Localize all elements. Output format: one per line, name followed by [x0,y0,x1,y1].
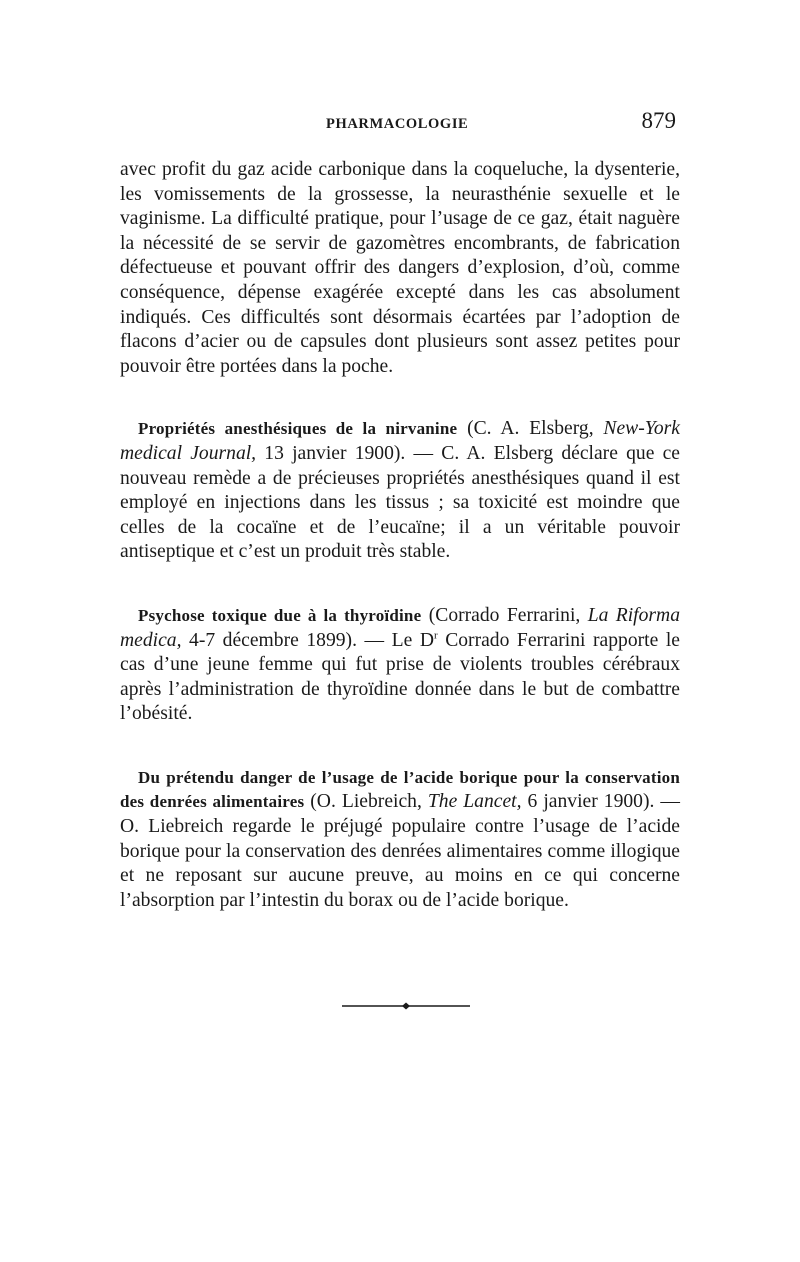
journal-name: New-York medical Journal, [120,418,680,464]
article-title: Du prétendu danger de l’usage de l’acide borique pour la conservation des denrées alimentaires [120,767,680,812]
article-nirvanine [120,417,680,565]
article-body: 6 janvier 1900). — O. Liebreich regarde le préjugé populaire contre l’usage de l’acide borique pour la conservation des denrées alimentaires comme illogique et ne reposant sur aucune preuve, au moins en ce qui concerne l’absorption par l’intestin du borax ou de l’acide borique. [120,791,681,911]
article-citation: (Corrado Ferrarini, [421,604,588,626]
article-body: 4-7 décembre 1899). — Le D [181,629,434,651]
article-citation: (C. A. Elsberg, [457,418,604,440]
article-thyroidine [120,604,680,727]
journal-name: The Lancet, [427,791,522,813]
article-body: 13 janvier 1900). — C. A. Elsberg déclare que ce nouveau remède a de précieuses propriétés anesthésiques quand il est employé en injections dans les tissus ; sa toxicité est moindre que celles de la cocaïne et de l’eucaïne; il a un véritable pouvoir antiseptique et c’est un produit très stable. [120,442,680,563]
page-number: 879 [641,108,676,133]
article-title: Propriétés anesthésiques de la nirvanine [138,419,458,439]
journal-name: La Riforma medica, [120,604,680,651]
intro-paragraph: avec profit du gaz acide carbonique dans la coqueluche, la dysenterie, les vomissements de la grossesse, la neurasthénie sexuelle et le vaginisme. La difficulté pratique, pour l’usage de ce gaz, était naguère la nécessité de se servir de gazomètres encombrants, de fabrication défectueuse et pouvant offrir des dangers d’explosion, d’où, comme conséquence, dépense exagérée excepté dans les cas absolument indiqués. Ces difficultés sont désormais écartées par l’adoption de flacons d’acier ou de capsules dont plusieurs sont assez petites pour pouvoir être portées dans la poche. [120,159,680,377]
document-page [120,108,680,913]
article-title: Psychose toxique due à la thyroïdine [138,605,422,625]
superscript: r [433,628,438,641]
article-body-continued: Corrado Ferrarini rapporte le cas d’une jeune femme qui fut prise de violents troubles cérébraux après l’administration de thyroïdine donnée dans le but de combattre l’obésité. [120,629,680,725]
running-title: PHARMACOLOGIE [326,116,469,132]
article-acide-borique [120,766,680,914]
section-end-rule [342,1000,470,1012]
article-citation: (O. Liebreich, [304,791,428,813]
running-head [120,108,680,144]
